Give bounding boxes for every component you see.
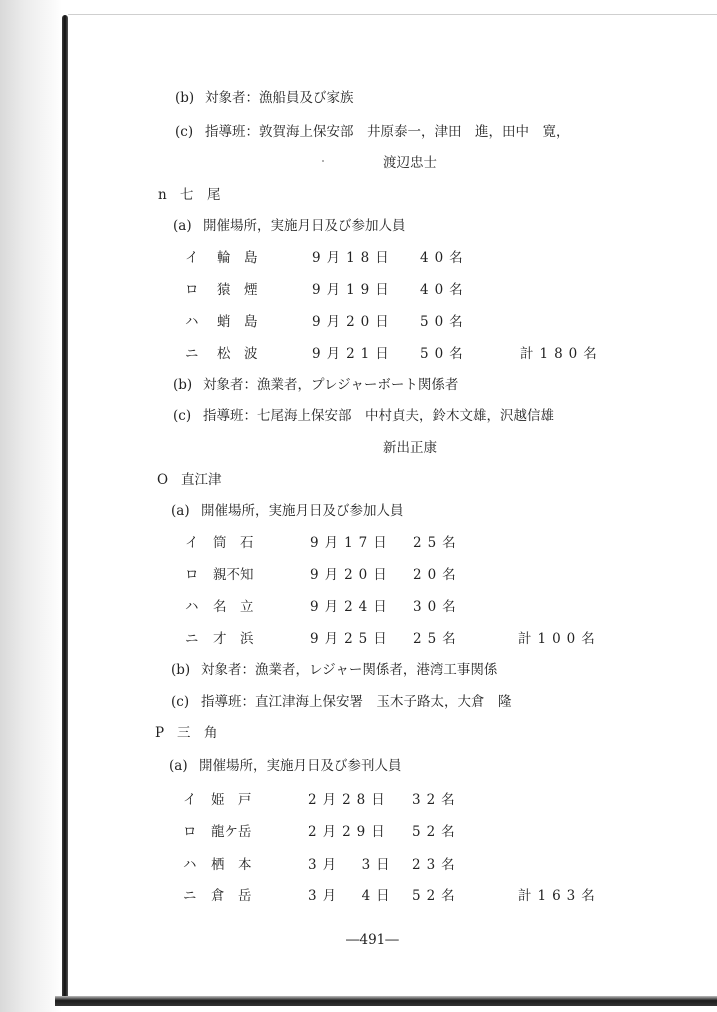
row-mark: ハ — [183, 857, 197, 873]
instructor-text: 指導班：七尾海上保安部 中村貞夫，鈴木文雄，沢越信雄 — [203, 408, 554, 424]
section-title: 直江津 — [181, 472, 222, 488]
place-name: 輪 島 — [217, 250, 258, 266]
event-date: 3月 4日 — [308, 888, 396, 904]
book-spine-edge — [62, 15, 68, 1000]
section-letter: n — [158, 187, 167, 203]
row-mark: ロ — [183, 824, 197, 840]
event-date: 3月 3日 — [308, 857, 396, 873]
participant-count: 52名 — [412, 824, 461, 840]
participant-count: 32名 — [412, 792, 461, 808]
participant-count: 40名 — [420, 282, 469, 298]
venue-heading: 開催場所，実施月日及び参加人員 — [203, 218, 406, 234]
instructor-text: 指導班：直江津海上保安署 玉木子路太，大倉 隆 — [201, 694, 512, 710]
participant-count: 23名 — [412, 857, 461, 873]
row-mark: ハ — [185, 599, 199, 615]
row-mark: ニ — [185, 346, 199, 362]
participant-count: 20名 — [413, 567, 462, 583]
section-title: 七 尾 — [180, 187, 221, 203]
place-name: 蛸 島 — [217, 314, 258, 330]
section-title: 三 角 — [177, 725, 218, 741]
instructor-text: 指導班：敦賀海上保安部 井原泰一，津田 進，田中 寛， — [205, 124, 570, 140]
event-date: 9月20日 — [312, 314, 395, 330]
audience-text: 対象者：漁業者，プレジャーボート関係者 — [203, 377, 459, 393]
section-letter: O — [157, 472, 169, 488]
row-mark: ハ — [185, 314, 199, 330]
instructor-continuation: 新出正康 — [383, 440, 437, 456]
place-name: 才 浜 — [213, 631, 254, 647]
binding-shadow — [0, 0, 62, 1012]
venue-heading: 開催場所，実施月日及び参刊人員 — [199, 758, 402, 774]
row-mark: ニ — [183, 888, 197, 904]
audience-text: 対象者：漁船員及び家族 — [205, 90, 354, 106]
venue-heading: 開催場所，実施月日及び参加人員 — [201, 503, 404, 519]
page-bottom-edge — [55, 996, 717, 1006]
item-label: (a) — [171, 503, 190, 519]
event-date: 9月18日 — [312, 250, 395, 266]
participant-count: 40名 — [420, 250, 469, 266]
item-label: (b) — [173, 377, 193, 393]
total-count: 計180名 — [520, 346, 603, 362]
item-label: (b) — [175, 90, 195, 106]
participant-count: 50名 — [420, 314, 469, 330]
speck-mark — [322, 160, 324, 162]
item-label: (c) — [171, 694, 190, 710]
participant-count: 50名 — [420, 346, 469, 362]
place-name: 栖 本 — [211, 857, 252, 873]
page-number: ―491― — [346, 932, 399, 948]
item-label: (a) — [169, 758, 188, 774]
row-mark: ロ — [185, 282, 199, 298]
participant-count: 52名 — [412, 888, 461, 904]
participant-count: 25名 — [413, 535, 462, 551]
place-name: 筒 石 — [213, 535, 254, 551]
event-date: 9月21日 — [312, 346, 395, 362]
instructor-continuation: 渡辺忠士 — [383, 155, 437, 171]
page-top-edge — [68, 14, 717, 15]
place-name: 倉 岳 — [211, 888, 252, 904]
section-letter: P — [155, 725, 165, 741]
place-name: 猿 煙 — [217, 282, 258, 298]
total-count: 計100名 — [518, 631, 601, 647]
place-name: 松 波 — [217, 346, 258, 362]
row-mark: イ — [185, 535, 199, 551]
place-name: 親不知 — [213, 567, 254, 583]
row-mark: ロ — [185, 567, 199, 583]
row-mark: イ — [183, 792, 197, 808]
event-date: 9月19日 — [312, 282, 395, 298]
item-label: (a) — [173, 218, 192, 234]
place-name: 名 立 — [213, 599, 254, 615]
participant-count: 25名 — [413, 631, 462, 647]
total-count: 計163名 — [518, 888, 601, 904]
row-mark: ニ — [185, 631, 199, 647]
place-name: 龍ケ岳 — [211, 824, 252, 840]
item-label: (c) — [175, 124, 194, 140]
row-mark: イ — [185, 250, 199, 266]
event-date: 2月28日 — [308, 792, 391, 808]
event-date: 2月29日 — [308, 824, 391, 840]
event-date: 9月20日 — [310, 567, 393, 583]
item-label: (b) — [171, 662, 191, 678]
item-label: (c) — [173, 408, 192, 424]
audience-text: 対象者：漁業者，レジャー関係者，港湾工事関係 — [201, 662, 498, 678]
participant-count: 30名 — [413, 599, 462, 615]
event-date: 9月25日 — [310, 631, 393, 647]
place-name: 姫 戸 — [211, 792, 252, 808]
event-date: 9月17日 — [310, 535, 393, 551]
event-date: 9月24日 — [310, 599, 393, 615]
